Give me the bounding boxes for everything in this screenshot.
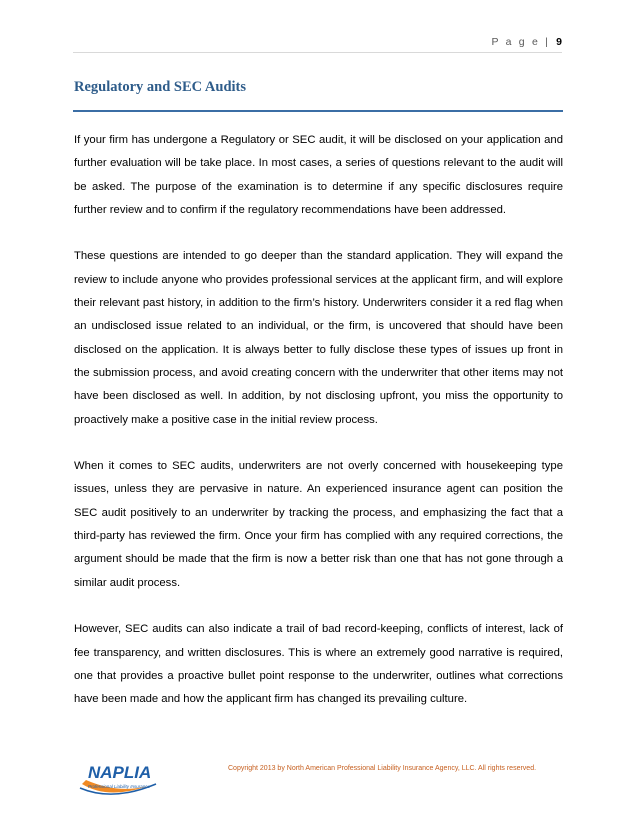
page-label: P a g e (491, 36, 540, 48)
paragraph-2: These questions are intended to go deeper than the standard application. They will expand the review to include anyone who provides professional services at the applicant firm, and will explore their relevant past history, in addition to the firm’s history. Underwriters consider it a red flag when an undisclosed issue related to an individual, or the firm, is uncovered that should have been disclosed on the application. It is always better to fully disclose these types of issues up front in the submission process, and avoid creating concern with the underwriter that other items may not have been disclosed as well. In addition, by not disclosing upfront, you miss the opportunity to proactively make a positive case in the initial review process. (74, 250, 563, 426)
header-rule (73, 52, 562, 53)
section-title: Regulatory and SEC Audits (74, 79, 247, 95)
page-number-value: 9 (556, 36, 562, 48)
logo-text: NAPLIA (88, 763, 152, 782)
logo-tagline: Professional Liability Insurance (88, 784, 151, 789)
title-rule (73, 110, 563, 112)
copyright-notice: Copyright 2013 by North American Professional Liability Insurance Agency, LLC. All rights reserved. (228, 765, 537, 772)
paragraph-3: When it comes to SEC audits, underwriters are not overly concerned with housekeeping type issues, unless they are pervasive in nature. An experienced insurance agent can position the SEC audit positively to an underwriter by tracking the process, and emphasizing the fact that a third-party has reviewed the firm. Once your firm has complied with any required corrections, the argument should be made that the firm is now a better risk than one that has not gone through a similar audit process. (74, 460, 563, 589)
naplia-logo (78, 758, 164, 800)
page-number (492, 36, 563, 48)
paragraph-1: If your firm has undergone a Regulatory or SEC audit, it will be disclosed on your application and further evaluation will be take place. In most cases, a series of questions relevant to the audit will be asked. The purpose of the examination is to determine if any specific disclosures require further review and to confirm if the regulatory recommendations have been addressed. (74, 134, 563, 216)
naplia-logo-graphic (78, 758, 164, 800)
body-text (74, 129, 563, 735)
paragraph-4: However, SEC audits can also indicate a trail of bad record-keeping, conflicts of interest, lack of fee transparency, and written disclosures. This is where an extremely good narrative is required, one that provides a proactive bullet point response to the underwriter, outlines what corrections have been made and how the applicant firm has changed its prevailing culture. (74, 623, 563, 706)
page-separator: | (545, 36, 556, 48)
